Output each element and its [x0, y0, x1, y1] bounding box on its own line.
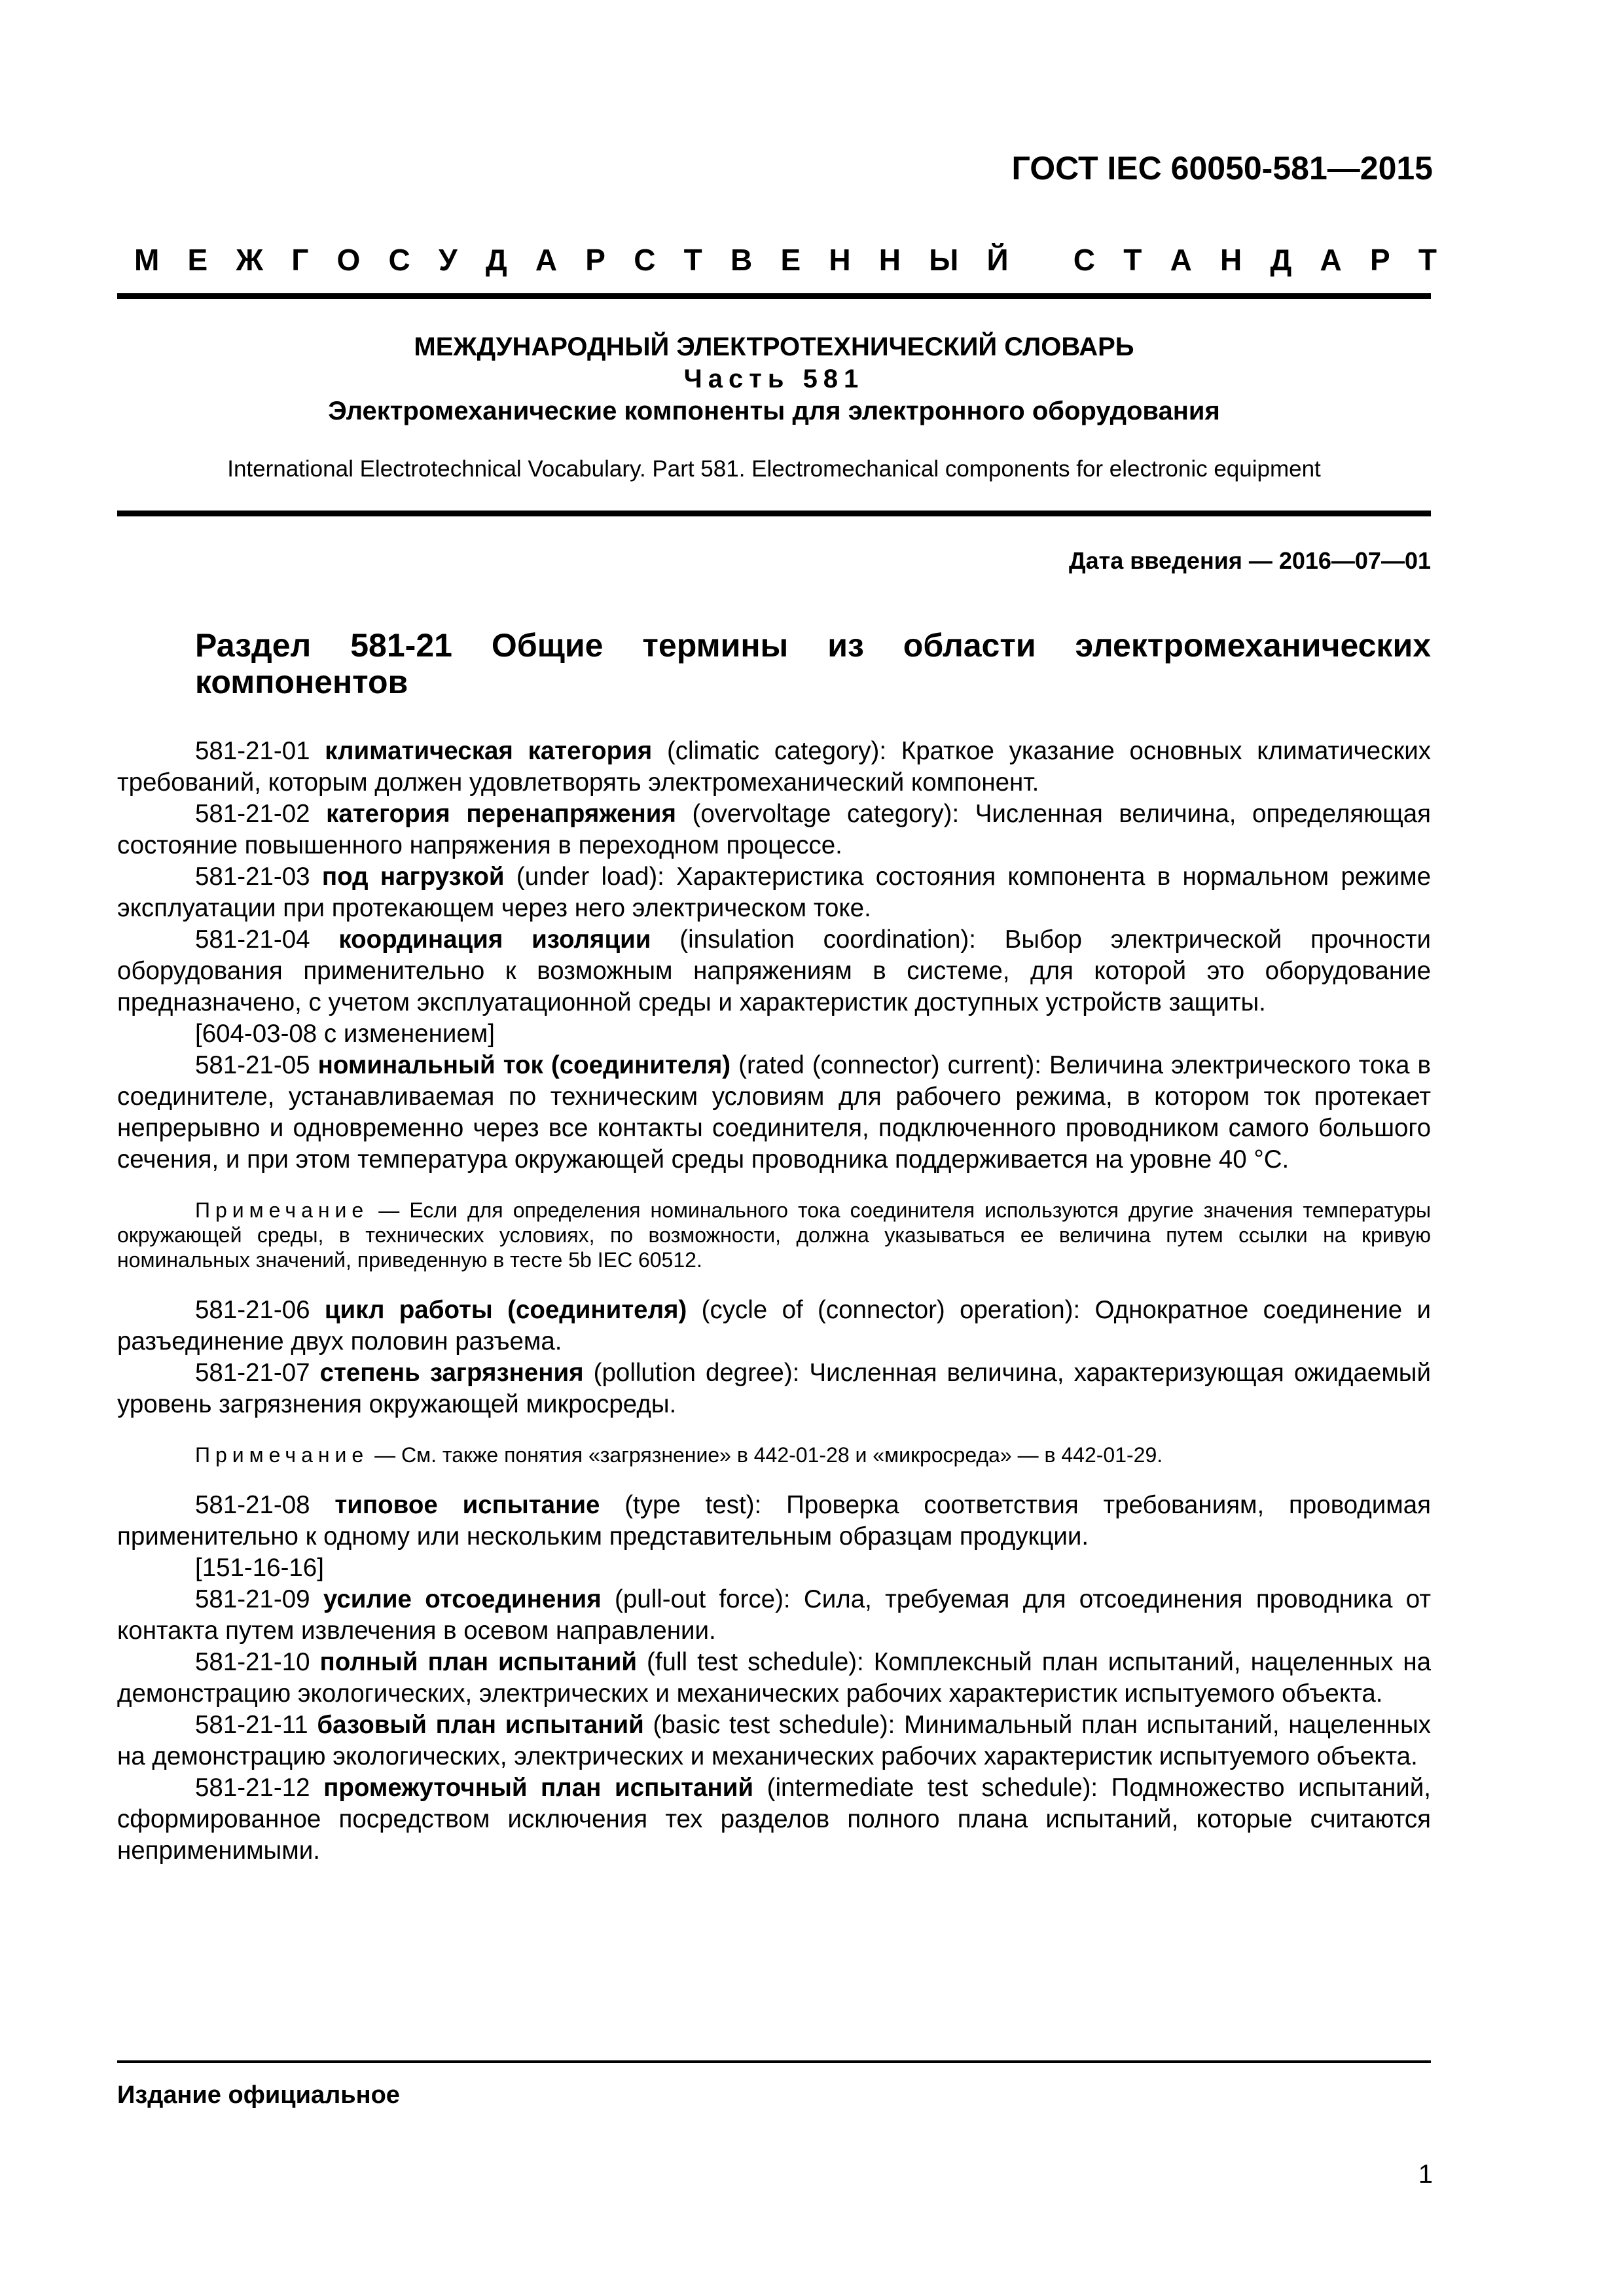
heading-letter: А: [1320, 243, 1342, 277]
heading-gap: [1037, 242, 1045, 278]
term-definition: (pull-out force): Сила, требуемая для отсоединения проводника от контакта путем извлечения в осевом направлении.: [117, 1585, 1431, 1645]
heading-letter: Ж: [236, 243, 264, 277]
term-entry: [117, 1772, 1431, 1867]
term-number: 581-21-02: [195, 800, 310, 828]
note-label: Примечание: [195, 1443, 369, 1467]
term-number: 581-21-09: [195, 1585, 310, 1613]
term-name: категория перенапряжения: [326, 800, 676, 828]
heading-letter: Н: [878, 243, 901, 277]
heading-letter: О: [336, 243, 361, 277]
term-number: 581-21-03: [195, 863, 310, 891]
heading-letter: Й: [986, 243, 1009, 277]
term-entry: [117, 1647, 1431, 1710]
term-definition: (pollution degree): Численная величина, характеризующая ожидаемый уровень загрязнения окружающей микросреды.: [117, 1359, 1431, 1418]
term-number: 581-21-10: [195, 1648, 310, 1676]
heading-letter: Т: [1418, 243, 1437, 277]
term-number: 581-21-12: [195, 1774, 310, 1802]
term-definition: (basic test schedule): Минимальный план испытаний, нацеленных на демонстрацию экологических, электрических и механических рабочих характеристик испытуемого объекта.: [117, 1711, 1431, 1770]
term-name: цикл работы (соединителя): [324, 1296, 687, 1324]
term-entry: [117, 1710, 1431, 1772]
term-name: степень загрязнения: [319, 1359, 584, 1387]
heading-letter: Н: [829, 243, 851, 277]
note-text: — См. также понятия «загрязнение» в 442-01-28 и «микросреда» — в 442-01-29.: [369, 1443, 1163, 1467]
term-name: климатическая категория: [325, 737, 653, 765]
term-number: 581-21-11: [195, 1711, 308, 1739]
term-entry: [117, 736, 1431, 798]
heading-letter: Д: [485, 243, 507, 277]
term-number: 581-21-05: [195, 1051, 310, 1079]
heading-letter: Р: [585, 243, 605, 277]
heading-letter: Р: [1369, 243, 1390, 277]
term-number: 581-21-04: [195, 925, 310, 954]
standard-kind-heading: [134, 242, 1437, 278]
heading-letter: С: [634, 243, 656, 277]
document-number: ГОСТ IEC 60050-581—2015: [1011, 150, 1433, 187]
note-label: Примечание: [195, 1198, 369, 1222]
english-title: International Electrotechnical Vocabulary. Part 581. Electromechanical components for electronic equipment: [227, 456, 1321, 482]
section-title: Раздел 581-21 Общие термины из области электромеханических компонентов: [195, 627, 1431, 700]
heading-letter: В: [730, 243, 753, 277]
term-entry: [117, 798, 1431, 861]
title-line-3: Электромеханические компоненты для электронного оборудования: [328, 397, 1220, 425]
term-entry: [117, 1295, 1431, 1357]
title-part: Часть 581: [683, 365, 865, 393]
term-definition: (climatic category): Краткое указание основных климатических требований, которым должен удовлетворять электромеханический компонент.: [117, 737, 1431, 797]
term-number: 581-21-06: [195, 1296, 310, 1324]
title-line-1: МЕЖДУНАРОДНЫЙ ЭЛЕКТРОТЕХНИЧЕСКИЙ СЛОВАРЬ: [414, 332, 1134, 361]
heading-letter: М: [134, 243, 160, 277]
term-name: полный план испытаний: [319, 1648, 638, 1676]
heading-letter: А: [1170, 243, 1192, 277]
term-number: 581-21-07: [195, 1359, 310, 1387]
note-text: — Если для определения номинального тока соединителя используются другие значения температуры окружающей среды, в технических условиях, по возможности, должна указываться ее величина путем ссылки на кривую номинальных значений, приведенную в тесте 5b IEC 60512.: [117, 1198, 1431, 1272]
term-name: под нагрузкой: [321, 863, 505, 891]
heading-letter: Н: [1220, 243, 1242, 277]
heading-letter: Д: [1270, 243, 1292, 277]
heading-letter: Ы: [929, 243, 959, 277]
note: [117, 1443, 1431, 1467]
term-name: координация изоляции: [338, 925, 651, 954]
heading-letter: У: [439, 243, 458, 277]
heading-letter: Е: [187, 243, 208, 277]
term-definition: (cycle of (connector) operation): Однократное соединение и разъединение двух половин разъема.: [117, 1296, 1431, 1355]
edition-label: Издание официальное: [117, 2081, 400, 2109]
term-definition: (rated (connector) current): Величина электрического тока в соединителе, устанавливаемая по техническим условиям для рабочего режима, в котором ток протекает непрерывно и одновременно через все контакты соединителя, подключенного проводником самого большого сечения, и при этом температура окружающей среды проводника поддерживается на уровне 40 °С.: [117, 1051, 1431, 1174]
note: [117, 1198, 1431, 1272]
term-name: номинальный ток (соединителя): [317, 1051, 731, 1079]
heading-letter: С: [1073, 243, 1096, 277]
term-definition: (full test schedule): Комплексный план испытаний, нацеленных на демонстрацию экологических, электрических и механических рабочих характеристик испытуемого объекта.: [117, 1648, 1431, 1708]
introduction-date: Дата введения — 2016—07—01: [1068, 547, 1431, 574]
term-name: базовый план испытаний: [317, 1711, 644, 1739]
term-entry: [117, 1490, 1431, 1552]
heading-letter: Т: [683, 243, 702, 277]
term-definition: (intermediate test schedule): Подмножество испытаний, сформированное посредством исключения тех разделов полного плана испытаний, которые считаются неприменимыми.: [117, 1774, 1431, 1865]
footer-rule: [117, 2060, 1431, 2063]
term-definition: (under load): Характеристика состояния компонента в нормальном режиме эксплуатации при протекающем через него электрическом токе.: [117, 863, 1431, 922]
term-definition: (overvoltage category): Численная величина, определяющая состояние повышенного напряжения в переходном процессе.: [117, 800, 1432, 859]
term-reference: [151-16-16]: [195, 1554, 324, 1582]
term-entry: [117, 1050, 1431, 1175]
term-reference: [604-03-08 с изменением]: [195, 1020, 495, 1048]
header-rule: [117, 293, 1431, 299]
term-name: усилие отсоединения: [323, 1585, 602, 1613]
document-body: [117, 736, 1431, 1867]
term-definition: (insulation coordination): Выбор электрической прочности оборудования применительно к возможным напряжениям в системе, для которой это оборудование предназначено, с учетом эксплуатационной среды и характеристик доступных устройств защиты.: [117, 925, 1431, 1016]
term-number: 581-21-08: [195, 1491, 310, 1519]
heading-letter: Г: [291, 243, 309, 277]
heading-letter: Т: [1123, 243, 1142, 277]
term-number: 581-21-01: [195, 737, 310, 765]
term-definition: (type test): Проверка соответствия требованиям, проводимая применительно к одному или нескольким представительным образцам продукции.: [117, 1491, 1431, 1551]
term-name: промежуточный план испытаний: [323, 1774, 754, 1802]
heading-letter: Е: [780, 243, 801, 277]
term-entry: [117, 924, 1431, 1018]
term-entry: [117, 1357, 1431, 1420]
term-name: типовое испытание: [334, 1491, 600, 1519]
heading-letter: С: [388, 243, 410, 277]
term-entry: [117, 861, 1431, 924]
term-entry: [117, 1584, 1431, 1647]
page-number: 1: [1418, 2160, 1433, 2189]
heading-letter: А: [535, 243, 558, 277]
title-rule: [117, 511, 1431, 516]
